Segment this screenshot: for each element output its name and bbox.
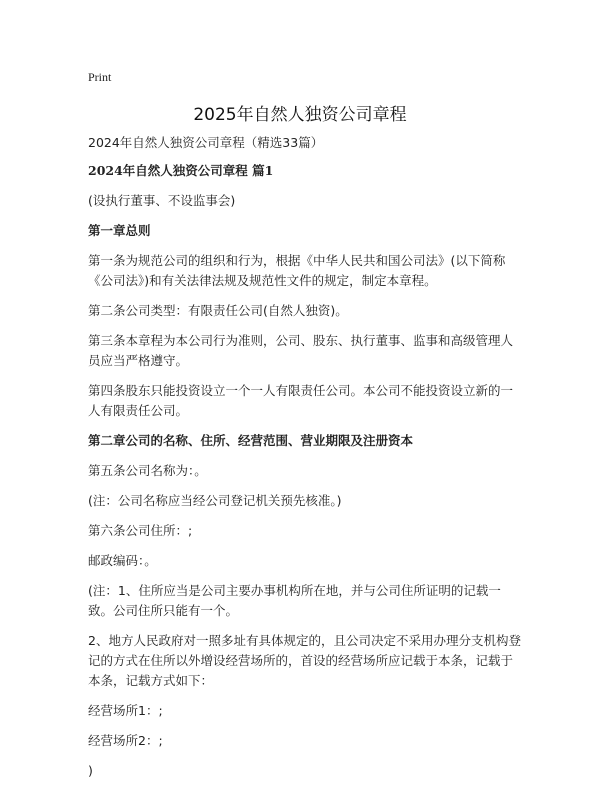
article-6-note-2: 2、地方人民政府对一照多址有具体规定的，且公司决定不采用办理分支机构登记的方式在住所以外增设经营场所的，首设的经营场所应记载于本条，记载于本条，记载方式如下： bbox=[88, 633, 521, 688]
business-site-1: 经营场所1：; bbox=[88, 703, 163, 718]
setup-note: (设执行董事、不设监事会) bbox=[88, 193, 236, 208]
article-4: 第四条股东只能投资设立一个一人有限责任公司。本公司不能投资设立新的一人有限责任公司。 bbox=[88, 383, 514, 418]
section-heading: 2024年自然人独资公司章程 篇1 bbox=[88, 163, 274, 178]
article-6-note-1: (注：1、住所应当是公司主要办事机构所在地，并与公司住所证明的记载一致。公司住所只能有一个。 bbox=[88, 583, 501, 618]
article-3: 第三条本章程为本公司行为准则，公司、股东、执行董事、监事和高级管理人员应当严格遵守。 bbox=[88, 333, 514, 368]
article-1: 第一条为规范公司的组织和行为，根据《中华人民共和国公司法》(以下简称《公司法》)和有关法律法规及规范性文件的规定，制定本章程。 bbox=[88, 253, 506, 288]
closing-paren: ) bbox=[88, 763, 93, 778]
postcode-line: 邮政编码：。 bbox=[88, 553, 157, 568]
article-6: 第六条公司住所：; bbox=[88, 523, 193, 538]
chapter-1-heading: 第一章总则 bbox=[88, 223, 151, 238]
document-body bbox=[88, 133, 522, 791]
print-label[interactable]: Print bbox=[88, 70, 112, 84]
business-site-2: 经营场所2：; bbox=[88, 733, 163, 748]
article-5-note: (注：公司名称应当经公司登记机关预先核准。) bbox=[88, 493, 342, 508]
article-2: 第二条公司类型：有限责任公司(自然人独资)。 bbox=[88, 303, 348, 318]
article-5: 第五条公司名称为：。 bbox=[88, 463, 207, 478]
document-subtitle: 2024年自然人独资公司章程（精选33篇） bbox=[88, 135, 324, 150]
document-title: 2025年自然人独资公司章程 bbox=[193, 105, 407, 125]
chapter-2-heading: 第二章公司的名称、住所、经营范围、营业期限及注册资本 bbox=[88, 433, 414, 448]
